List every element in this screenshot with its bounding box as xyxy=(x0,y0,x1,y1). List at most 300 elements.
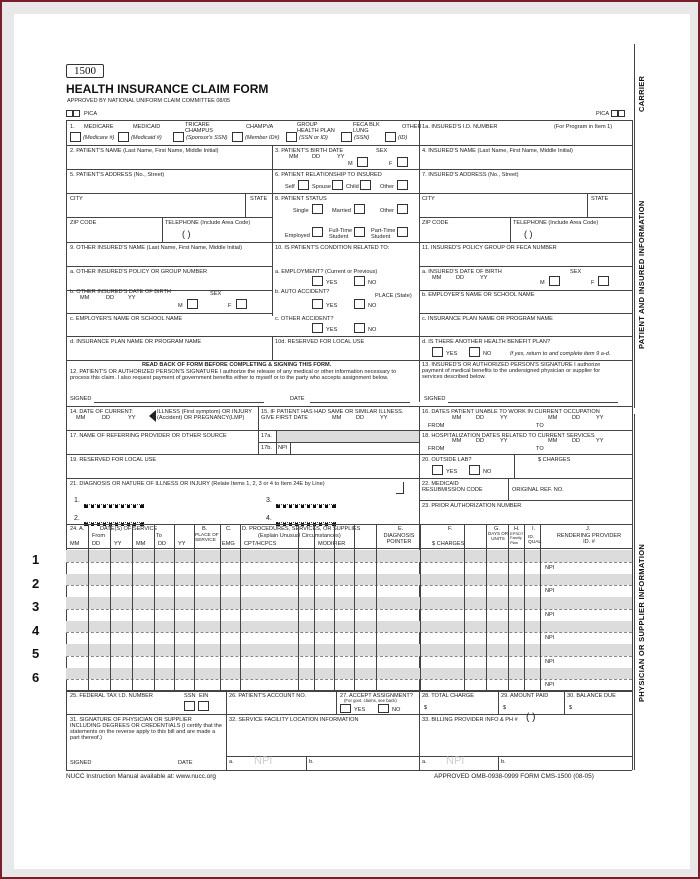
label-27-yes: YES xyxy=(354,707,366,713)
checkbox-10b-no[interactable] xyxy=(354,299,365,309)
checkbox-27-yes[interactable] xyxy=(340,704,351,713)
label-32b: b. xyxy=(309,759,314,765)
rule xyxy=(66,360,632,361)
checkbox-tricare[interactable] xyxy=(173,132,184,142)
service-line-number: 3 xyxy=(32,599,40,614)
h-g: G. xyxy=(494,526,500,532)
checkbox-feca[interactable] xyxy=(341,132,352,142)
physician-arrow xyxy=(634,414,635,770)
footer-nucc: NUCC Instruction Manual available at: www.nucc.org xyxy=(66,773,216,780)
rule xyxy=(419,266,632,267)
rule xyxy=(66,336,632,337)
service-column-rule xyxy=(486,524,487,690)
service-column-rule xyxy=(524,524,525,690)
rule xyxy=(66,313,272,314)
pica-box-right-2[interactable] xyxy=(618,110,625,117)
claim-form xyxy=(14,14,690,869)
approved-line: APPROVED BY NATIONAL UNIFORM CLAIM COMMITTEE 08/05 xyxy=(67,98,231,104)
label-15-yy: YY xyxy=(380,415,388,421)
label-20-yes: YES xyxy=(446,469,458,475)
label-22: 22. MEDICAID RESUBMISSION CODE xyxy=(422,481,483,494)
service-column-rule xyxy=(110,524,111,690)
label-20-no: NO xyxy=(483,469,492,475)
label-33b: b. xyxy=(501,759,506,765)
checkbox-3-male[interactable] xyxy=(357,157,368,167)
checkbox-10b-yes[interactable] xyxy=(312,299,323,309)
label-31-date: DATE xyxy=(178,760,193,766)
rule xyxy=(508,478,509,500)
rule xyxy=(514,454,515,478)
service-column-rule xyxy=(354,524,355,690)
rule xyxy=(419,217,632,218)
label-place: PLACE (State) xyxy=(375,293,412,299)
service-line-number: 2 xyxy=(32,575,40,591)
label-state: STATE xyxy=(250,196,268,202)
label-19: 19. RESERVED FOR LOCAL USE xyxy=(70,457,157,463)
checkbox-10a-yes[interactable] xyxy=(312,276,323,286)
service-column-rule xyxy=(314,524,315,690)
label-9: 9. OTHER INSURED'S NAME (Last Name, First Name, Middle Initial) xyxy=(70,245,243,251)
label-29: 29. AMOUNT PAID xyxy=(501,693,549,699)
side-label-physician: PHYSICIAN OR SUPPLIER INFORMATION xyxy=(637,543,646,702)
service-column-rule xyxy=(194,524,195,690)
service-line-input[interactable] xyxy=(68,610,538,620)
rule xyxy=(258,406,259,430)
rule xyxy=(66,217,272,218)
service-line-shade xyxy=(66,644,632,656)
label-10a: a. EMPLOYMENT? (Current or Previous) xyxy=(275,269,378,275)
label-9c: c. EMPLOYER'S NAME OR SCHOOL NAME xyxy=(70,316,183,322)
checkbox-20-yes[interactable] xyxy=(432,465,443,475)
label-6: 6. PATIENT RELATIONSHIP TO INSURED xyxy=(275,172,382,178)
carrier-arrow xyxy=(634,44,635,126)
rule xyxy=(258,442,419,443)
triangle-icon xyxy=(149,410,156,422)
checkbox-self[interactable] xyxy=(298,180,309,190)
label-9a: a. OTHER INSURED'S POLICY OR GROUP NUMBER xyxy=(70,269,208,275)
label-27-no: NO xyxy=(392,707,401,713)
checkbox-10c-yes[interactable] xyxy=(312,323,323,333)
rule xyxy=(290,442,291,454)
rule xyxy=(245,193,246,217)
label-tricare: TRICARE CHAMPUS xyxy=(185,122,213,135)
service-column-rule xyxy=(540,524,541,690)
rule xyxy=(66,193,632,194)
label-12: 12. PATIENT'S OR AUTHORIZED PERSON'S SIGNATURE I authorize the release of any medical or other information necessary to process this claim. I also request payment of government benefits either to myself or to the party who accepts assignment below. xyxy=(70,369,397,382)
label-18-yy: YY xyxy=(500,438,508,444)
label-15: 15. IF PATIENT HAS HAD SAME OR SIMILAR ILLNESS. GIVE FIRST DATE xyxy=(261,409,404,422)
side-label-carrier: CARRIER xyxy=(637,75,646,112)
label-16-dd2: DD xyxy=(572,415,581,421)
label-28-dollar: $ xyxy=(424,705,428,711)
h-c: C. xyxy=(226,526,232,532)
sub-medicaid: (Medicaid #) xyxy=(131,135,162,141)
rule xyxy=(419,290,632,291)
label-16-mm: MM xyxy=(452,415,462,421)
signed-12: SIGNED xyxy=(70,396,92,402)
pica-box-left[interactable] xyxy=(66,110,73,117)
label-16-yy: YY xyxy=(500,415,508,421)
rule xyxy=(306,756,307,770)
label-5: 5. PATIENT'S ADDRESS (No., Street) xyxy=(70,172,165,178)
rule xyxy=(226,756,632,757)
label-married: Married xyxy=(332,208,351,214)
rule xyxy=(66,478,632,479)
h-b: B. xyxy=(202,526,208,532)
label-17: 17. NAME OF REFERRING PROVIDER OR OTHER SOURCE xyxy=(70,433,227,439)
checkbox-parttime[interactable] xyxy=(397,227,408,237)
h-charges: $ CHARGES xyxy=(432,541,465,547)
label-14-desc: ILLNESS (First symptom) OR INJURY (Accident) OR PREGNANCY(LMP) xyxy=(157,409,252,422)
rule xyxy=(498,756,499,770)
rule xyxy=(336,690,337,714)
label-single: Single xyxy=(293,208,309,214)
label-3: 3. PATIENT'S BIRTH DATE xyxy=(275,148,344,154)
h-id: ID. QUAL. xyxy=(528,535,543,546)
service-line-input[interactable] xyxy=(68,633,538,643)
label-32a: a. xyxy=(229,759,234,765)
row1-num: 1. xyxy=(70,124,75,130)
sub-other: (ID) xyxy=(398,135,408,141)
label-11a-yy: YY xyxy=(480,275,488,281)
label-telephone-insured: TELEPHONE (Include Area Code) xyxy=(513,220,599,226)
checkbox-medicare[interactable] xyxy=(70,132,81,142)
checkbox-20-no[interactable] xyxy=(469,465,480,475)
label-11d: d. IS THERE ANOTHER HEALTH BENEFIT PLAN? xyxy=(422,339,551,345)
label-other-status: Other xyxy=(380,208,394,214)
rule xyxy=(162,217,163,242)
label-zip: ZIP CODE xyxy=(70,220,97,226)
sub-tricare: (Sponsor's SSN) xyxy=(186,135,228,141)
label-11a-mm: MM xyxy=(432,275,442,281)
patient-arrow xyxy=(634,126,635,408)
label-23: 23. PRIOR AUTHORIZATION NUMBER xyxy=(422,503,522,509)
label-11a-m: M xyxy=(540,280,545,286)
label-16-mm2: MM xyxy=(548,415,558,421)
rule xyxy=(510,217,511,242)
label-ssn: SSN xyxy=(184,693,196,699)
label-20: 20. OUTSIDE LAB? xyxy=(422,457,472,463)
label-10a-no: NO xyxy=(368,280,377,286)
h-f: F. xyxy=(448,526,453,532)
checkbox-10a-no[interactable] xyxy=(354,276,365,286)
service-line-number: 5 xyxy=(32,646,40,661)
h-dd2: DD xyxy=(158,541,167,547)
service-column-rule xyxy=(240,524,241,690)
h-diag: DIAGNOSIS POINTER xyxy=(383,533,415,546)
label-9b-f: F xyxy=(228,303,232,309)
label-9b-mm: MM xyxy=(80,295,90,301)
checkbox-11d-yes[interactable] xyxy=(432,347,443,357)
service-line-number: 6 xyxy=(32,669,40,685)
diag-3-line xyxy=(276,504,336,508)
side-label-patient: PATIENT AND INSURED INFORMATION xyxy=(637,200,646,349)
footer-approved: APPROVED OMB-0938-0999 FORM CMS-1500 (08-05) xyxy=(434,773,594,780)
checkbox-child[interactable] xyxy=(360,180,371,190)
label-18-mm2: MM xyxy=(548,438,558,444)
h-dates: DATE(S) OF SERVICE xyxy=(100,526,158,532)
label-zip-insured: ZIP CODE xyxy=(422,220,449,226)
checkbox-other[interactable] xyxy=(385,132,396,142)
label-11: 11. INSURED'S POLICY GROUP OR FECA NUMBER xyxy=(422,245,557,251)
pica-right: PICA xyxy=(596,111,610,117)
rule xyxy=(66,524,632,525)
rule xyxy=(272,145,273,316)
label-1a-note: (For Program in Item 1) xyxy=(554,124,613,130)
label-28: 28. TOTAL CHARGE xyxy=(422,693,475,699)
service-line-shade xyxy=(66,574,632,586)
checkbox-married[interactable] xyxy=(354,204,365,214)
label-9b-m: M xyxy=(178,303,183,309)
field-17a-shade xyxy=(276,431,419,442)
rule xyxy=(276,430,277,454)
form-title: HEALTH INSURANCE CLAIM FORM xyxy=(66,82,269,96)
label-26: 26. PATIENT'S ACCOUNT NO. xyxy=(229,693,307,699)
h-cpt: CPT/HCPCS xyxy=(244,541,277,547)
label-fulltime: Full-Time Student xyxy=(329,228,353,241)
label-other-rel: Other xyxy=(380,184,394,190)
service-column-rule xyxy=(508,524,509,690)
sub-group: (SSN or ID) xyxy=(299,135,328,141)
h-h: H. xyxy=(514,526,520,532)
label-9b-dd: DD xyxy=(106,295,115,301)
label-22b: ORIGINAL REF. NO. xyxy=(512,487,564,493)
label-17a: 17a. xyxy=(261,433,272,439)
pica-left: PICA xyxy=(84,111,98,117)
checkbox-spouse[interactable] xyxy=(332,180,343,190)
label-30: 30. BALANCE DUE xyxy=(567,693,616,699)
label-13: 13. INSURED'S OR AUTHORIZED PERSON'S SIGNATURE I authorize payment of medical benefits to the undersigned physician or supplier for services described below. xyxy=(422,362,601,381)
rule xyxy=(66,454,632,455)
diag-4: 4. xyxy=(266,515,272,522)
h-mm1: MM xyxy=(70,541,80,547)
checkbox-group[interactable] xyxy=(286,132,297,142)
rule xyxy=(272,336,273,360)
label-3-dd: DD xyxy=(312,154,321,160)
h-to: To xyxy=(156,533,162,539)
checkbox-single[interactable] xyxy=(312,204,323,214)
checkbox-11a-male[interactable] xyxy=(549,276,560,286)
label-medicare: MEDICARE xyxy=(84,124,114,130)
label-11d-yes: YES xyxy=(446,351,458,357)
label-9b-sex: SEX xyxy=(210,291,222,297)
label-10c-yes: YES xyxy=(326,327,338,333)
sub-feca: (SSN) xyxy=(354,135,370,141)
label-11d-no: NO xyxy=(483,351,492,357)
label-spouse: Spouse xyxy=(312,184,331,190)
label-14: 14. DATE OF CURRENT: xyxy=(70,409,133,415)
checkbox-ein[interactable] xyxy=(198,701,209,711)
label-18-to: TO xyxy=(536,446,544,452)
checkbox-3-female[interactable] xyxy=(397,157,408,167)
service-line-shade xyxy=(66,621,632,633)
rule xyxy=(66,266,272,267)
label-child: Child xyxy=(346,184,359,190)
service-column-rule xyxy=(298,524,299,690)
label-feca: FECA BLK LUNG xyxy=(353,122,380,135)
rule xyxy=(419,500,632,501)
service-line-number: 1 xyxy=(32,552,40,567)
h-d2: (Explain Unusual Circumstances) xyxy=(258,533,341,539)
label-10b-no: NO xyxy=(368,303,377,309)
service-line-input[interactable] xyxy=(68,657,538,667)
checkbox-employed[interactable] xyxy=(312,227,323,237)
label-15-dd: DD xyxy=(356,415,365,421)
label-33-paren: ( ) xyxy=(526,712,536,723)
checkbox-11a-female[interactable] xyxy=(598,276,609,286)
label-18-from: FROM xyxy=(428,446,445,452)
rule xyxy=(587,193,588,217)
service-line-rule xyxy=(66,691,632,692)
label-8: 8. PATIENT STATUS xyxy=(275,196,327,202)
signed-13: SIGNED xyxy=(424,396,446,402)
pica-box-right[interactable] xyxy=(611,110,618,117)
label-3-f: F xyxy=(389,161,393,167)
label-9b-yy: YY xyxy=(128,295,136,301)
diag-1: 1. xyxy=(74,497,80,504)
service-column-rule xyxy=(132,524,133,690)
checkbox-other-rel[interactable] xyxy=(397,180,408,190)
label-employed: Employed xyxy=(285,233,310,239)
service-line-shade xyxy=(66,550,632,562)
diag-2: 2. xyxy=(74,515,80,522)
label-11a-sex: SEX xyxy=(570,269,582,275)
service-line-input[interactable] xyxy=(68,680,538,690)
telephone-paren-insured: ( ) xyxy=(524,229,533,239)
diag-3: 3. xyxy=(266,497,272,504)
label-16-yy2: YY xyxy=(596,415,604,421)
service-column-rule xyxy=(464,524,465,690)
label-ein: EIN xyxy=(199,693,209,699)
checkbox-champva[interactable] xyxy=(232,132,243,142)
label-14-yy: YY xyxy=(128,415,136,421)
telephone-paren: ( ) xyxy=(182,229,191,239)
label-16: 16. DATES PATIENT UNABLE TO WORK IN CURRENT OCCUPATION xyxy=(422,409,600,415)
label-9b: b. OTHER INSURED'S DATE OF BIRTH xyxy=(70,289,171,295)
label-telephone: TELEPHONE (Include Area Code) xyxy=(165,220,251,226)
label-14-dd: DD xyxy=(102,415,111,421)
service-line-npi: NPI xyxy=(545,564,555,571)
service-line-npi: NPI xyxy=(545,611,555,618)
diag-1-line xyxy=(84,504,144,508)
label-18-yy2: YY xyxy=(596,438,604,444)
label-17b: 17b. xyxy=(261,445,272,451)
checkbox-fulltime[interactable] xyxy=(354,227,365,237)
service-line-number: 4 xyxy=(32,622,40,638)
rule xyxy=(66,120,632,121)
label-10c-no: NO xyxy=(368,327,377,333)
readback: READ BACK OF FORM BEFORE COMPLETING & SIGNING THIS FORM. xyxy=(142,362,332,368)
h-from: From xyxy=(92,533,106,539)
sign-line-13 xyxy=(448,402,618,403)
service-line-shade xyxy=(66,668,632,680)
label-group: GROUP HEALTH PLAN xyxy=(297,122,335,135)
label-31: 31. SIGNATURE OF PHYSICIAN OR SUPPLIER INCLUDING DEGREES OR CREDENTIALS (I certify that the statements on the reverse apply to this bill and are made a part thereof.) xyxy=(70,717,222,742)
pica-box-left-2[interactable] xyxy=(73,110,80,117)
service-column-rule xyxy=(334,524,335,690)
checkbox-11d-no[interactable] xyxy=(469,347,480,357)
label-21: 21. DIAGNOSIS OR NATURE OF ILLNESS OR INJURY (Relate Items 1, 2, 3 or 4 to Item 24E by Line) xyxy=(70,481,325,487)
checkbox-10c-no[interactable] xyxy=(354,323,365,333)
date-line-12 xyxy=(310,402,410,403)
label-15-mm: MM xyxy=(332,415,342,421)
label-10c: c. OTHER ACCIDENT? xyxy=(275,316,334,322)
h-pos: PLACE OF SERVICE xyxy=(195,533,219,544)
label-14-mm: MM xyxy=(76,415,86,421)
label-7: 7. INSURED'S ADDRESS (No., Street) xyxy=(422,172,519,178)
label-10d: 10d. RESERVED FOR LOCAL USE xyxy=(275,339,365,345)
rule xyxy=(66,242,632,243)
h-rendering: RENDERING PROVIDER ID. # xyxy=(556,533,622,546)
h-yy2: YY xyxy=(178,541,186,547)
h-days: DAYS OR UNITS xyxy=(488,531,508,541)
service-line-npi: NPI xyxy=(545,658,555,665)
label-29-dollar: $ xyxy=(503,705,507,711)
label-27-note: (For govt. claims, see back) xyxy=(344,698,397,703)
checkbox-27-no[interactable] xyxy=(378,704,389,713)
label-11c: c. INSURANCE PLAN NAME OR PROGRAM NAME xyxy=(422,316,553,322)
service-column-rule xyxy=(220,524,221,690)
rule xyxy=(66,145,632,146)
label-16-to: TO xyxy=(536,423,544,429)
label-11a-f: F xyxy=(591,280,595,286)
service-line-shade xyxy=(66,597,632,609)
checkbox-other-status[interactable] xyxy=(397,204,408,214)
service-column-rule xyxy=(154,524,155,690)
watermark-npi-32: NPI xyxy=(254,755,273,767)
label-30-dollar: $ xyxy=(569,705,573,711)
label-20-charges: $ CHARGES xyxy=(538,457,571,463)
rule xyxy=(66,548,632,549)
label-18-mm: MM xyxy=(452,438,462,444)
service-line-input[interactable] xyxy=(68,563,538,573)
label-3-m: M xyxy=(348,161,353,167)
label-33: 33. BILLING PROVIDER INFO & PH # xyxy=(422,717,518,723)
date-12: DATE xyxy=(290,396,305,402)
h-mm2: MM xyxy=(136,541,146,547)
label-10b-yes: YES xyxy=(326,303,338,309)
label-11d-note: If yes, return to and complete item 9 a-d. xyxy=(510,351,611,357)
label-31-signed: SIGNED xyxy=(70,760,92,766)
rule xyxy=(498,690,499,714)
label-9d: d. INSURANCE PLAN NAME OR PROGRAM NAME xyxy=(70,339,202,345)
service-line-npi: NPI xyxy=(545,588,555,595)
h-mod: MODIFIER xyxy=(318,541,346,547)
label-16-from: FROM xyxy=(428,423,445,429)
h24a: 24. A. xyxy=(70,526,85,532)
label-11a-dd: DD xyxy=(456,275,465,281)
h-j: J. xyxy=(586,526,591,532)
label-4: 4. INSURED'S NAME (Last Name, First Name, Middle Initial) xyxy=(422,148,573,154)
label-11b: b. EMPLOYER'S NAME OR SCHOOL NAME xyxy=(422,292,535,298)
service-line-input[interactable] xyxy=(68,586,538,596)
label-self: Self xyxy=(285,184,295,190)
label-3-sex: SEX xyxy=(376,148,388,154)
label-medicaid: MEDICAID xyxy=(133,124,161,130)
checkbox-9b-female[interactable] xyxy=(236,299,247,309)
checkbox-9b-male[interactable] xyxy=(187,299,198,309)
rule xyxy=(226,690,227,770)
label-city-insured: CITY xyxy=(422,196,435,202)
service-column-rule xyxy=(376,524,377,690)
service-column-rule xyxy=(174,524,175,690)
checkbox-ssn[interactable] xyxy=(184,701,195,711)
checkbox-medicaid[interactable] xyxy=(118,132,129,142)
label-2: 2. PATIENT'S NAME (Last Name, First Name, Middle Initial) xyxy=(70,148,219,154)
label-parttime: Part-Time Student xyxy=(371,228,396,241)
service-column-rule xyxy=(420,524,421,690)
h-epsdt: EPSDT Family Plan xyxy=(510,531,524,545)
